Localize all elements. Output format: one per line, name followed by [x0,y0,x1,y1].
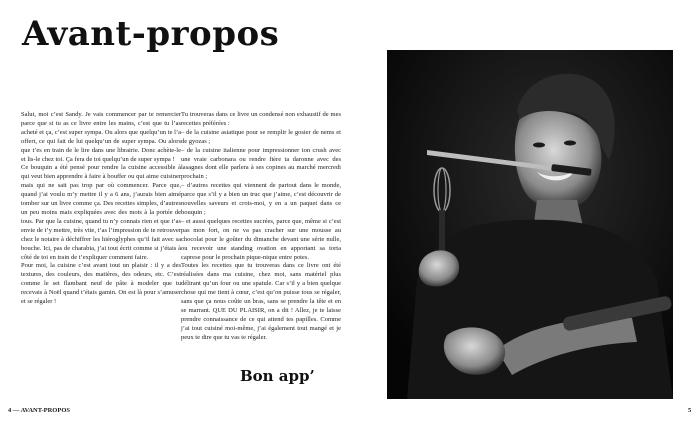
paragraph: Pour moi, la cuisine c’est avant tout un plaisir : il y a des textures, des couleurs, des matières, des odeurs, etc. C’est comme le set flambant neuf de pâte à modeler que tu recevais à Noël quand t’étais gamin. On est là pour s’amuser et se régaler ! [21,262,181,306]
portrait-photo [387,50,673,399]
list-item: – de la cuisine italienne pour impressionner ton crush avec une vraie carbonara ou rendre fière ta daronne avec des lasagnes dont elle parlera à ses copines au marché mercredi prochain ; [181,146,341,181]
text-column-left [21,111,181,307]
page-number-right: 5 [688,407,692,414]
paragraph: Toutes les recettes que tu trouveras dans ce livre ont été réalisées dans ma cuisine, chez moi, sans matériel plus délirant qu’un four ou une spatule. Car s’il y a bien quelque chose qui me tient à cœur, c’est qu’on puisse tous se régaler, sans que ça nous coûte un bras, sans se prendre la tête et en se marrant. QUE DU PLAISIR, on a dit ! Allez, je te laisse prendre connaissance de ce qui attend tes papilles. Comme j’ai tout cuisiné moi-même, j’ai également tout mangé et je peux te dire que tu vas te régaler. [181,262,341,341]
list-item: – de la cuisine asiatique pour se remplir le gosier de nems et de gyozas ; [181,128,341,145]
page-footer-left: 4 — AVANT-PROPOS [8,407,71,414]
list-item: – et aussi quelques recettes sucrées, parce que, même si c’est pas mon fort, on ne va pas cracher sur une mousse au chocolat pour le goûter du dimanche devant une série nulle, ou recevoir une standing ovation en apportant sa torta caprese pour le prochain pique-nique entre potes. [181,217,341,261]
paragraph: Tu trouveras dans ce livre un condensé non exhaustif de mes recettes préférées : [181,111,341,127]
portrait-illustration [387,50,673,399]
text-column-right [181,111,341,343]
signoff-text: Bon app’ [240,367,315,385]
page-title: Avant-propos [22,14,280,54]
paragraph: Ce bouquin a été pensé pour rendre la cuisine accessible à qui veut bien apprendre à faire à bouffer ou qui aime cuisiner mais qui ne sait pas trop par où commencer. Parce que, quand j’ai voulu m’y mettre il y a 6 ans, j’aurais bien aimé tomber sur un livre comme ça. Des recettes simples, d’autres un peu moins mais expliquées avec des mots à la portée de tous. Par que la cuisine, quand tu n’y connais rien et que t’as envie de t’y mettre, très vite, t’as l’impression de te retrouver chez le notaire à déchiffrer les hiéroglyphes qu’il fait avec sa bouche. Ici, pas de charabia, j’ai tout écrit comme si j’étais à côté de toi en train de t’expliquer comment faire. [21,164,181,261]
list-item: – d’autres recettes qui viennent de partout dans le monde, parce que s’il y a bien un truc que j’aime, c’est découvrir de nouvelles saveurs et crois-moi, y en a un paquet dans ce bouquin ; [181,182,341,216]
paragraph: Salut, moi c’est Sandy. Je vais commencer par te remercier parce que si tu as ce livre entre les mains, c’est que tu l’as acheté et ça, c’est super sympa. Ou alors que quelqu’un te l’a offert, ce qui fait de lui quelqu’un de super sympa. Ou alors que t’es en train de le lire dans une librairie. Donc achète-le et lis-le chez toi. Ça fera de toi quelqu’un de super sympa ! [21,111,181,163]
